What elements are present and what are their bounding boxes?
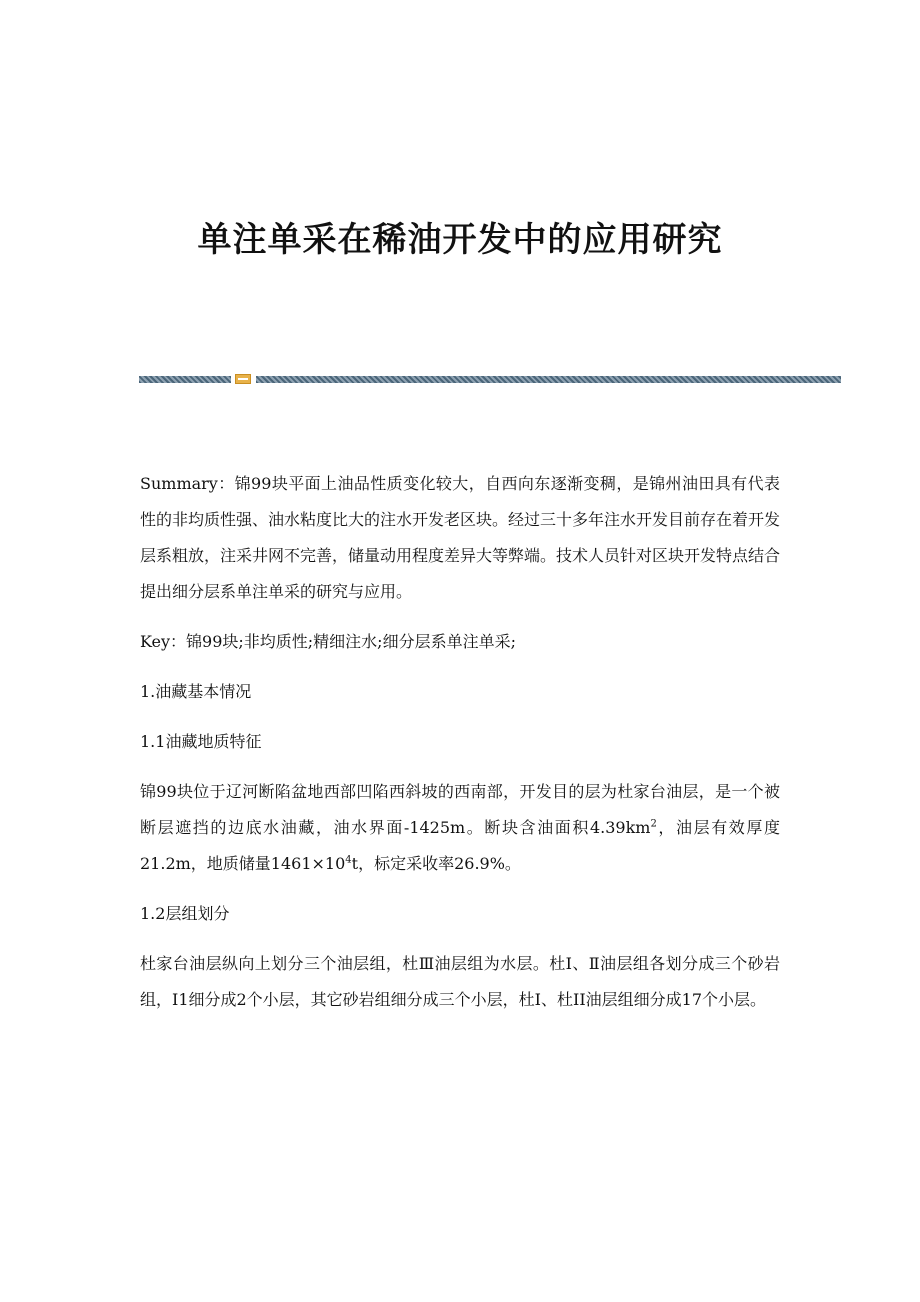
superscript-reserve-exponent: 4 — [345, 854, 352, 866]
title-divider — [139, 374, 841, 384]
section-1-2-paragraph: 杜家台油层纵向上划分三个油层组，杜Ⅲ油层组为水层。杜Ⅰ、Ⅱ油层组各划分成三个砂岩组，I1细分成2个小层，其它砂岩组细分成三个小层，杜I、杜II油层组细分成17个小层。 — [140, 954, 780, 1009]
section-1-1-text-c: t，标定采收率26.9%。 — [351, 854, 521, 873]
document-body — [140, 466, 780, 1032]
section-1-1-text-b: ，油层有效厚度21.2m，地质储量1461×10 — [140, 818, 780, 873]
document-title: 单注单采在稀油开发中的应用研究 — [197, 220, 723, 260]
section-1-2-heading: 1.2层组划分 — [140, 904, 230, 923]
divider-bar-left — [139, 376, 231, 383]
section-1-1-heading: 1.1油藏地质特征 — [140, 732, 262, 751]
section-1-1-text-a: 锦99块位于辽河断陷盆地西部凹陷西斜坡的西南部，开发目的层为杜家台油层，是一个被断层遮挡的边底水油藏，油水界面-1425m。断块含油面积4.39km — [140, 782, 780, 837]
section-1-heading: 1.油藏基本情况 — [140, 682, 252, 701]
summary-paragraph: Summary：锦99块平面上油品性质变化较大，自西向东逐渐变稠，是锦州油田具有代表性的非均质性强、油水粘度比大的注水开发老区块。经过三十多年注水开发目前存在着开发层系粗放，注采井网不完善，储量动用程度差异大等弊端。技术人员针对区块开发特点结合提出细分层系单注单采的研究与应用。 — [140, 474, 781, 601]
divider-ornament-icon — [235, 374, 251, 384]
superscript-area-unit: 2 — [650, 818, 657, 830]
divider-bar-right — [256, 376, 841, 383]
section-1-1-paragraph — [140, 774, 780, 882]
keywords-paragraph: Key：锦99块;非均质性;精细注水;细分层系单注单采; — [140, 632, 516, 651]
